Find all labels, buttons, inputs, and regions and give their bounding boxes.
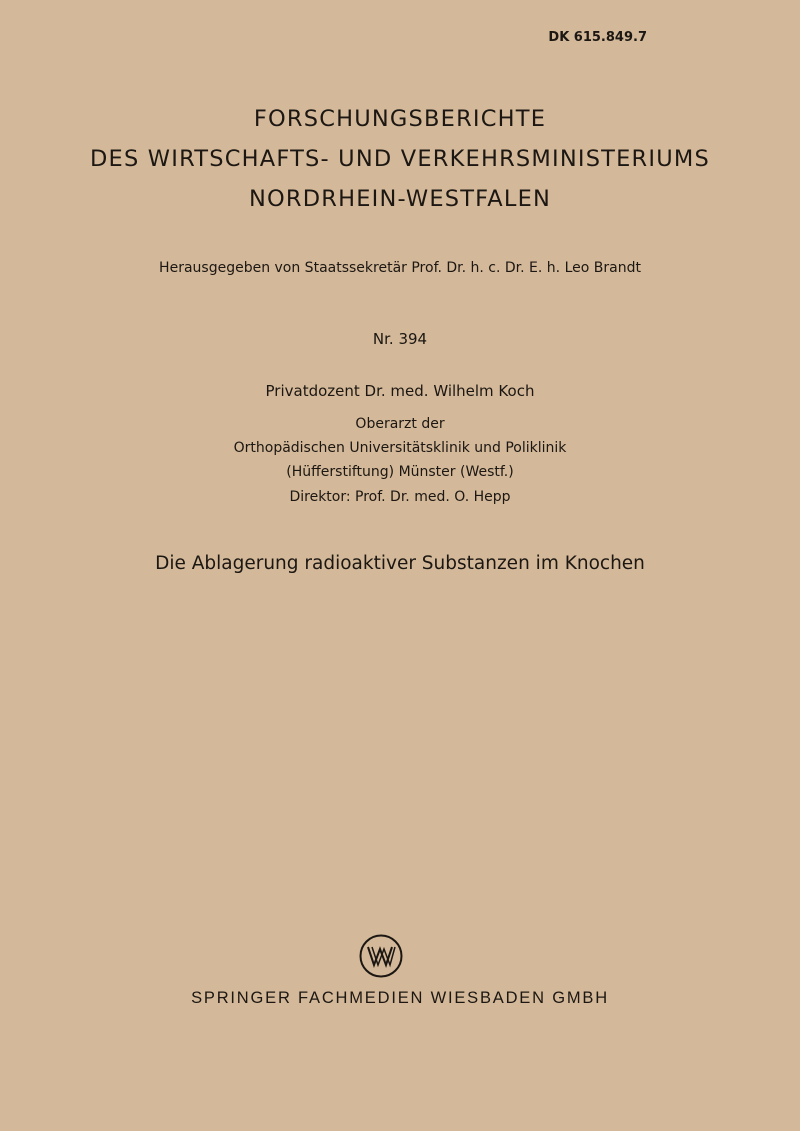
series-title-line-1: FORSCHUNGSBERICHTE: [253, 106, 547, 132]
series-number: Nr. 394: [372, 330, 428, 348]
book-title: Die Ablagerung radioaktiver Substanzen im Knochen: [155, 553, 645, 574]
publisher-logo-icon: [358, 933, 404, 979]
publisher-name: SPRINGER FACHMEDIEN WIESBADEN GMBH: [191, 989, 609, 1007]
series-title-line-2: DES WIRTSCHAFTS- UND VERKEHRSMINISTERIUMS: [90, 146, 710, 172]
series-title-line-3: NORDRHEIN-WESTFALEN: [248, 186, 552, 212]
classification-number: DK 615.849.7: [548, 30, 647, 45]
editor-line: Herausgegeben von Staatssekretär Prof. Dr. h. c. Dr. E. h. Leo Brandt: [159, 260, 641, 276]
affiliation-line-2: Orthopädischen Universitätsklinik und Poliklinik: [233, 440, 567, 456]
affiliation-line-1: Oberarzt der: [355, 416, 445, 432]
affiliation-line-3: (Hüfferstiftung) Münster (Westf.): [286, 464, 514, 480]
author: Privatdozent Dr. med. Wilhelm Koch: [265, 382, 535, 400]
affiliation-line-4: Direktor: Prof. Dr. med. O. Hepp: [289, 489, 511, 505]
